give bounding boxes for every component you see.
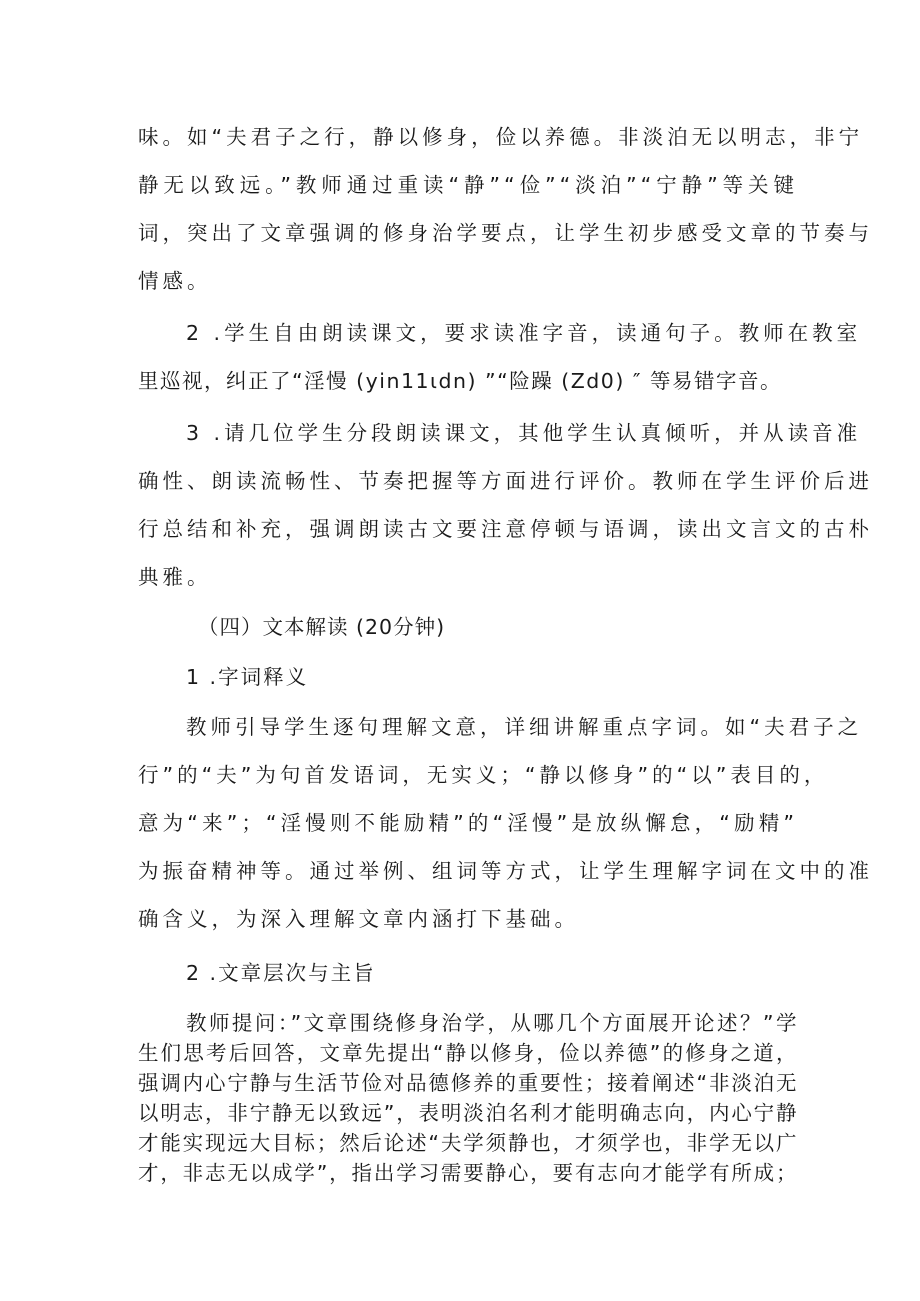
text-line: 强调内心宁静与生活节俭对品德修养的重要性；接着阐述“非淡泊无 <box>138 1071 798 1095</box>
text-line: 3 .请几位学生分段朗读课文，其他学生认真倾听，并从读音准 <box>186 421 862 445</box>
subsection-heading: 2 .文章层次与主旨 <box>186 961 376 985</box>
subsection-heading: 1 .字词释义 <box>186 665 309 689</box>
text-line: 2 .学生自由朗读课文，要求读准字音，读通句子。教师在教室 <box>186 321 862 345</box>
text-line: 静无以致远。”教师通过重读“静”“俭”“淡泊”“宁静”等关键 <box>138 173 798 197</box>
text-line: 词，突出了文章强调的修身治学要点，让学生初步感受文章的节奏与 <box>138 221 873 245</box>
text-line: 情感。 <box>138 269 212 293</box>
text-line: 确含义，为深入理解文章内涵打下基础。 <box>138 907 579 931</box>
section-heading: （四）文本解读 (20分钟) <box>198 615 446 639</box>
text-line: 确性、朗读流畅性、节奏把握等方面进行评价。教师在学生评价后进 <box>138 469 873 493</box>
text-line: 才，非志无以成学”，指出学习需要静心，要有志向才能学有所成； <box>138 1161 798 1185</box>
text-line: 生们思考后回答，文章先提出“静以修身，俭以养德”的修身之道， <box>138 1041 798 1065</box>
text-line: 典雅。 <box>138 565 212 589</box>
text-line: 以明志，非宁静无以致远”，表明淡泊名利才能明确志向，内心宁静 <box>138 1101 798 1125</box>
text-line: 行”的“夫”为句首发语词，无实义；“静以修身”的“以”表目的， <box>138 763 829 787</box>
text-line: 里巡视，纠正了“淫慢 (yin11ιdn) ”“险躁 (Zd0) ″ 等易错字音。 <box>138 369 783 393</box>
text-line: 才能实现远大目标；然后论述“夫学须静也，才须学也，非学无以广 <box>138 1131 798 1155</box>
text-line: 教师引导学生逐句理解文意，详细讲解重点字词。如“夫君子之 <box>186 715 863 739</box>
text-line: 为振奋精神等。通过举例、组词等方式，让学生理解字词在文中的准 <box>138 859 873 883</box>
text-line: 行总结和补充，强调朗读古文要注意停顿与语调，读出文言文的古朴 <box>138 517 873 541</box>
text-line: 意为“来”；“淫慢则不能励精”的“淫慢”是放纵懈怠，“励精” <box>138 811 798 835</box>
text-line: 味。如“夫君子之行，静以修身，俭以养德。非淡泊无以明志，非宁 <box>138 125 864 149</box>
text-line: 教师提问：”文章围绕修身治学，从哪几个方面展开论述？”学 <box>186 1011 798 1035</box>
